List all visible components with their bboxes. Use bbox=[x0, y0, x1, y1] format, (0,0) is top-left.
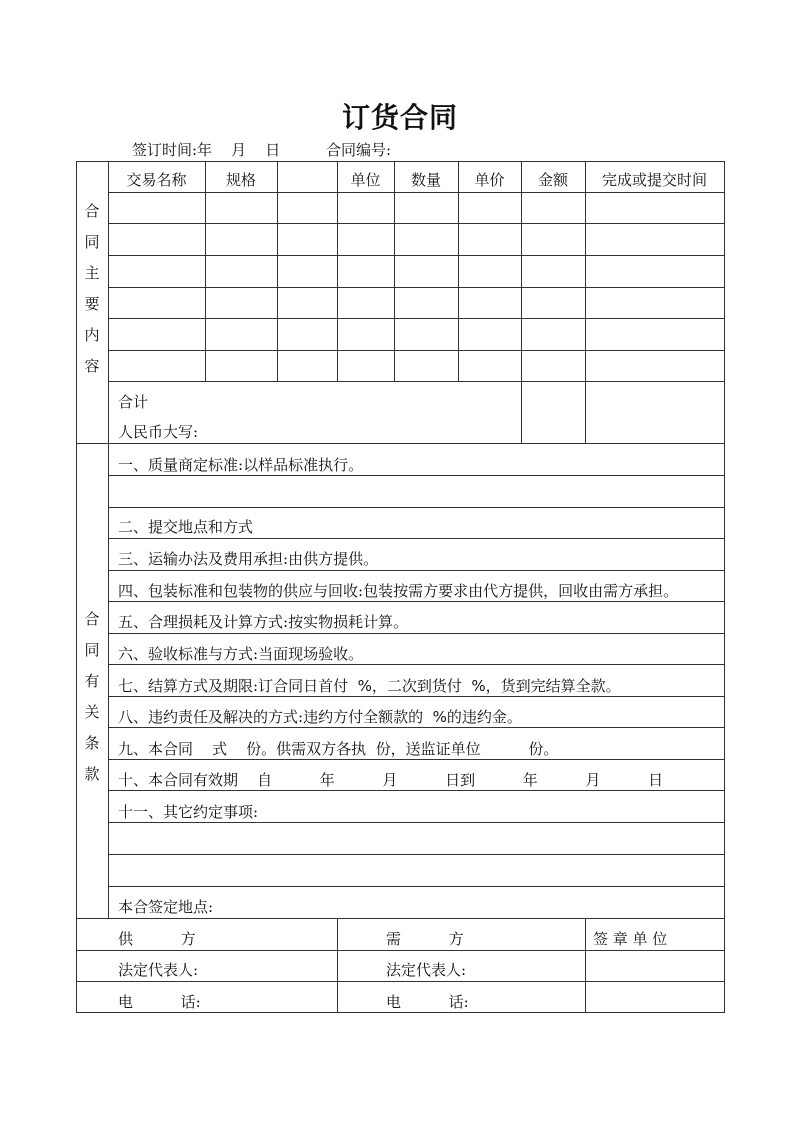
total-label: 合计 bbox=[118, 393, 149, 411]
table-rule-horizontal bbox=[108, 350, 725, 351]
table-rule-vertical bbox=[108, 161, 109, 919]
term-validity: 十、本合同有效期 自 年 月 日到 年 月 日 bbox=[118, 771, 664, 789]
table-rule-horizontal bbox=[108, 192, 725, 193]
table-rule-vertical bbox=[585, 918, 586, 1013]
header-amount: 金额 bbox=[537, 171, 568, 189]
contract-number: 合同编号: bbox=[326, 141, 392, 159]
table-rule-horizontal bbox=[108, 538, 725, 539]
table-rule-vertical bbox=[205, 161, 206, 382]
table-rule-vertical bbox=[458, 161, 459, 382]
term-copies: 九、本合同 式 份。供需双方各执 份，送监证单位 份。 bbox=[118, 740, 559, 758]
header-name: 交易名称 bbox=[126, 171, 187, 189]
table-rule-horizontal bbox=[108, 696, 725, 697]
table-rule-horizontal bbox=[108, 475, 725, 476]
supplier-rep: 法定代表人: bbox=[118, 961, 199, 979]
term-transport: 三、运输办法及费用承担:由供方提供。 bbox=[118, 550, 379, 568]
header-qty: 数量 bbox=[410, 171, 441, 189]
table-rule-vertical bbox=[337, 161, 338, 382]
table-rule-horizontal bbox=[108, 727, 725, 728]
buyer-rep: 法定代表人: bbox=[386, 961, 467, 979]
table-rule-horizontal bbox=[76, 981, 725, 982]
table-rule-horizontal bbox=[76, 443, 725, 444]
table-rule-horizontal bbox=[108, 886, 725, 887]
sign-time: 签订时间:年 月 日 bbox=[132, 141, 281, 159]
table-rule-vertical bbox=[394, 161, 395, 382]
table-rule-horizontal bbox=[108, 759, 725, 760]
table-rule-horizontal bbox=[108, 255, 725, 256]
buyer-phone: 电 话: bbox=[386, 993, 469, 1011]
table-rule-horizontal bbox=[76, 161, 725, 162]
header-spec: 规格 bbox=[225, 171, 256, 189]
table-rule-vertical bbox=[277, 161, 278, 382]
table-rule-horizontal bbox=[108, 223, 725, 224]
term-packaging: 四、包装标准和包装物的供应与回收:包装按需方要求由代方提供，回收由需方承担。 bbox=[118, 582, 679, 600]
page-title: 订货合同 bbox=[341, 101, 458, 134]
header-time: 完成或提交时间 bbox=[601, 171, 707, 189]
table-rule-horizontal bbox=[76, 918, 725, 919]
table-rule-vertical bbox=[337, 918, 338, 1013]
term-acceptance: 六、验收标准与方式:当面现场验收。 bbox=[118, 645, 364, 663]
header-unit: 单位 bbox=[350, 171, 381, 189]
term-loss: 五、合理损耗及计算方式:按实物损耗计算。 bbox=[118, 613, 409, 631]
table-rule-horizontal bbox=[108, 601, 725, 602]
table-rule-horizontal bbox=[108, 790, 725, 791]
term-quality: 一、质量商定标准:以样品标准执行。 bbox=[118, 456, 364, 474]
table-rule-horizontal bbox=[108, 633, 725, 634]
buyer-label: 需 方 bbox=[386, 930, 464, 948]
seal-label: 签 章 单 位 bbox=[593, 930, 668, 948]
table-rule-horizontal bbox=[76, 1012, 725, 1013]
table-rule-horizontal bbox=[108, 854, 725, 855]
term-settlement: 七、结算方式及期限:订合同日首付 %，二次到货付 %，货到完结算全款。 bbox=[118, 677, 621, 695]
terms-side-label: 合 同 有 关 条 款 bbox=[84, 610, 100, 783]
table-rule-horizontal bbox=[108, 318, 725, 319]
table-rule-horizontal bbox=[108, 822, 725, 823]
table-rule-horizontal bbox=[108, 381, 725, 382]
table-rule-vertical bbox=[76, 161, 77, 1013]
main-content-side-label: 合 同 主 要 内 容 bbox=[84, 202, 100, 375]
term-breach: 八、违约责任及解决的方式:违约方付全额款的 %的违约金。 bbox=[118, 708, 522, 726]
table-rule-horizontal bbox=[108, 570, 725, 571]
signing-place: 本合签定地点: bbox=[118, 898, 214, 916]
table-rule-horizontal bbox=[108, 664, 725, 665]
table-rule-vertical bbox=[585, 161, 586, 444]
table-rule-vertical bbox=[521, 161, 522, 444]
term-delivery: 二、提交地点和方式 bbox=[118, 518, 254, 536]
table-rule-horizontal bbox=[76, 950, 725, 951]
table-rule-horizontal bbox=[108, 287, 725, 288]
table-rule-horizontal bbox=[108, 507, 725, 508]
supplier-label: 供 方 bbox=[118, 930, 196, 948]
rmb-uppercase-label: 人民币大写: bbox=[118, 423, 199, 441]
supplier-phone: 电 话: bbox=[118, 993, 201, 1011]
term-other: 十一、其它约定事项: bbox=[118, 803, 259, 821]
header-price: 单价 bbox=[474, 171, 505, 189]
